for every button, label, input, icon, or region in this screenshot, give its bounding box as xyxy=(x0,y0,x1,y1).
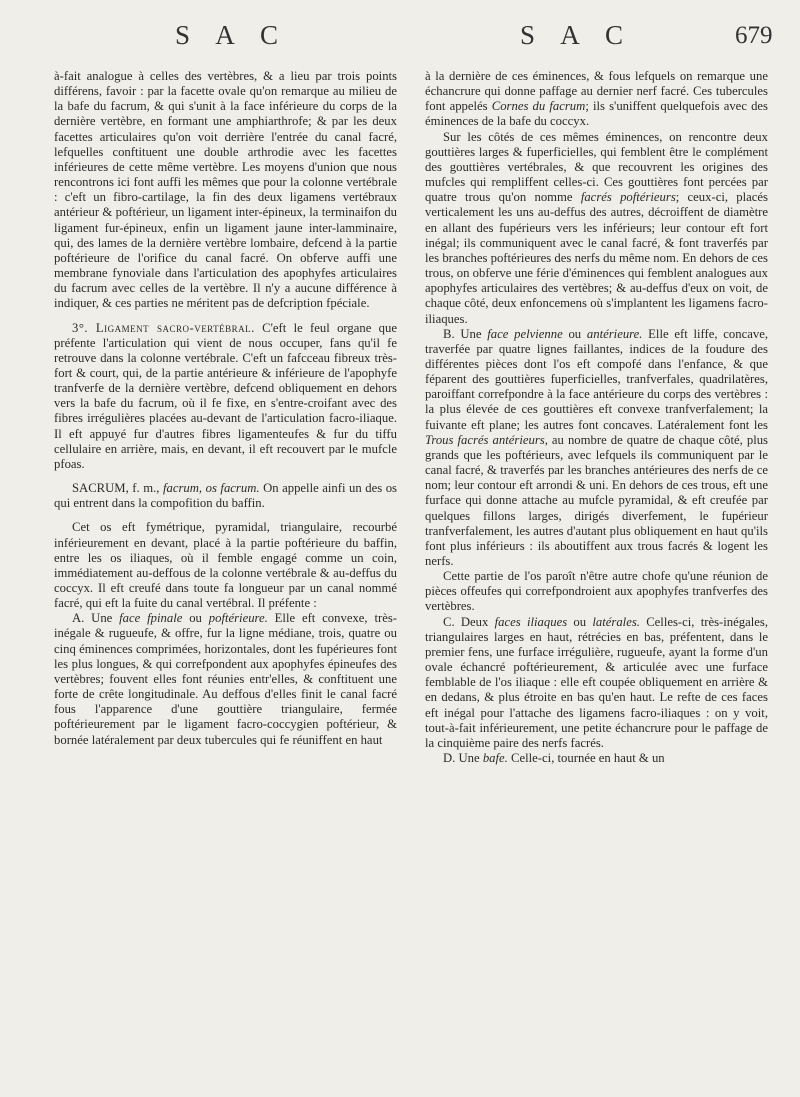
item-label: A. Une xyxy=(72,611,120,626)
conjunction: ou xyxy=(567,614,593,629)
paragraph-text: ; ils s'uniffent quelquefois avec des éminences de la bafe du coccyx. xyxy=(425,99,768,129)
running-head-right: S A C xyxy=(520,20,634,50)
paragraph-text: Celles-ci, très-inégales, triangulaires larges en haut, rétrécies en bas, préfentent, dans le premier fens, une furface irrégulière, rugueufe, ayant la forme d'un ovale échancré poftérieurement, & articulée avec une furface femblable de l'os iliaque : elle eft coupée obliquement en arrière & en dedans, & plus étroite en bas qu'en haut. Le refte de ces faces eft inégal pour l'attache des ligamens facro-iliaques : on y voit, tout-à-fait inférieurement, une petite échancrure pour le paffage de la cinquième paire des nerfs facrés. xyxy=(425,614,769,750)
paragraph xyxy=(425,569,768,614)
paragraph-text: Sur les côtés de ces mêmes éminences, on rencontre deux gouttières larges & fuperficielles, qui femblent être le complément des gouttières vertébrales, & que recouvrent les origines des mufcles qui rempliffent celles-ci. Ces gouttières font percées par quatre trous qu'on nomme xyxy=(425,129,768,205)
paragraph-text: , au nombre de quatre de chaque côté, plus grands que les poftérieurs, avec lefquels ils communiquent par le canal facré, & traverfés par les branches antérieures des nerfs de ce nom; leur contour eft arrondi & uni. En dehors de ces trous, eft une furface qui donne attache au mufcle pyramidal, & eft creufée par quelques fillons larges, dirigés diverfement, le fupérieur tranfverfalement, les autres d'autant plus obliquement en haut qu'ils font plus inférieurs : ils aboutiffent aux trous facrés & logent les nerfs. xyxy=(425,432,768,568)
entry-term: SACRUM xyxy=(72,481,126,496)
paragraph xyxy=(54,611,397,747)
page-number: 679 xyxy=(735,22,773,49)
paragraph-text: Cette partie de l'os paroît n'être autre chofe qu'une réunion de pièces offeufes qui correfpondroient aux apophyfes tranfverfes des vertèbres. xyxy=(425,569,768,614)
paragraph-text: Cet os eft fymétrique, pyramidal, triangulaire, recourbé inférieurement en devant, placé à la partie poftérieure du baffin, entre les os iliaques, où il femble engagé comme un coin, immédiatement au-deffous de la colonne vertébrale & au-deffus du coccyx. Il eft creufé dans toute fa longueur par un canal nommé facré, qui eft la fuite du canal vertébral. Il préfente : xyxy=(54,520,397,611)
italic-term: poftérieure. xyxy=(208,611,268,626)
paragraph-text: à la dernière de ces éminences, & fous lefquels on remarque une échancrure qui donne paffage au dernier nerf facré. Ces tubercules font appelés xyxy=(425,69,768,114)
item-label: D. Une xyxy=(443,751,483,766)
paragraph-text: C'eft le feul organe que préfente l'articulation qui vient de nous occuper, fans qu'il fe retrouve dans la colonne vertébrale. C'eft un fafcceau fibreux très-fort & court, qui, de la partie antérieure & inférieure de l'apophyfe tranfverfe de la dernière vertèbre, defcend obliquement en dehors vers la bafe du facrum, où il fe fixe, en s'entre-croifant avec des fibres irrégulières placées au-devant de l'articulation facro-iliaque. Il eft appuyé fur d'autres fibres ligamenteufes & fur du tiffu cellulaire en arrière, mais, en devant, il eft recouvert par le mufcle pfoas. xyxy=(54,320,398,471)
entry-sense: , f. m., xyxy=(125,481,163,496)
entry-latin: facrum, os facrum. xyxy=(162,481,260,496)
item-label: B. Une xyxy=(443,326,488,341)
italic-term: bafe. xyxy=(482,751,508,766)
italic-term: antérieure. xyxy=(586,326,643,341)
italic-term: latérales. xyxy=(592,614,640,629)
paragraph xyxy=(425,751,768,766)
left-column xyxy=(54,69,397,748)
paragraph-text: Celle-ci, tournée en haut & un xyxy=(507,751,665,766)
italic-term: face fpinale xyxy=(119,611,183,626)
paragraph-text: Elle eft liffe, concave, traverfée par quatre lignes faillantes, indices de la foudure des différentes pièces dont l'os eft compofé dans l'enfance, & que féparent des gouttières fuperficielles, tranfverfales, quadrilatères, paroiffant correfpondre à la face antérieure du corps des vertèbres : la plus élevée de ces gouttières eft convexe tranfverfalement; la fuivante eft plane; les autres font concaves. Latéralement font les xyxy=(425,326,768,432)
paragraph xyxy=(425,327,768,570)
italic-term: Cornes du facrum xyxy=(491,99,586,114)
paragraph-text: à-fait analogue à celles des vertèbres, & a lieu par trois points différens, favoir : par la facette ovale qu'on remarque au milieu de la bafe du facrum, & qui s'unit à la face inférieure du corps de la dernière vertèbre, en formant une amphiarthrofe; & par les deux facettes articulaires qu'on voit derrière l'entrée du canal facré, lefquelles conftituent une double arthrodie avec les facettes inférieures de cette même vertèbre. Les moyens d'union que nous rencontrons ici font auffi les mêmes que pour la colonne vertébrale : c'eft un fibro-cartilage, la fin des deux ligamens vertébraux antérieur & poftérieur, un ligament inter-épineux, la terminaifon du ligament fur-épineux, enfin un ligament jaune inter-lamminaire, qui, des lames de la dernière vertèbre lombaire, defcend à la partie poftérieure de l'orifice du canal facré. On obferve auffi une membrane fynoviale dans l'articulation des apophyfes articulaires du facrum avec celles de la vertèbre. Il n'y a aucune différence à indiquer, & ces parties ne méritent pas de defcription fpéciale. xyxy=(54,69,397,311)
section-heading: 3°. Ligament sacro-vertébral. xyxy=(72,320,255,335)
paragraph-text: Elle eft convexe, très-inégale & rugueufe, & offre, fur la ligne médiane, trois, quatre ou cinq éminences comprimées, horizontales, dont les fupérieures font les plus longues, & qui correfpondent aux apophyfes épineufes des vertèbres; fouvent elles font réunies entr'elles, & conftituent une forte de crête longitudinale. Au deffous d'elles finit le canal facré fous l'apparence d'une gouttière triangulaire, fermée poftérieurement par le ligament facro-coccygien poftérieur, & bornée latéralement par deux tubercules qui fe réuniffent en haut xyxy=(54,611,397,747)
item-label: C. Deux xyxy=(443,614,495,629)
conjunction: ou xyxy=(562,326,587,341)
paragraph-text: On appelle ainfi un des os qui entrent dans la compofition du baffin. xyxy=(54,481,397,511)
entry-paragraph xyxy=(54,481,397,511)
paragraph xyxy=(54,69,397,312)
conjunction: ou xyxy=(182,611,209,626)
paragraph xyxy=(425,130,768,327)
italic-term: faces iliaques xyxy=(494,614,568,629)
paragraph xyxy=(54,321,397,473)
italic-term: Trous facrés antérieurs xyxy=(425,432,545,447)
paragraph xyxy=(425,69,768,130)
italic-term: face pelvienne xyxy=(487,326,563,341)
right-column xyxy=(425,69,768,766)
paragraph-text: ; ceux-ci, placés verticalement les uns au-deffus des autres, décroiffent de diamètre en allant des fupérieurs vers les inférieurs; leur contour eft fort inégal; ils communiquent avec le canal facré, & font traverfés par les branches poftérieures des nerfs du même nom. En dehors de ces trous, on obferve une férie d'éminences qui femblent analogues aux apophyfes articulaires des vertèbres; & au-deffus d'eux on voit, de chaque côté, deux enfoncemens où s'implantent les ligamens facro-iliaques. xyxy=(425,190,768,326)
italic-term: facrés poftérieurs xyxy=(580,190,676,205)
paragraph xyxy=(425,615,768,751)
paragraph xyxy=(54,520,397,611)
running-head-left: S A C xyxy=(175,20,289,50)
